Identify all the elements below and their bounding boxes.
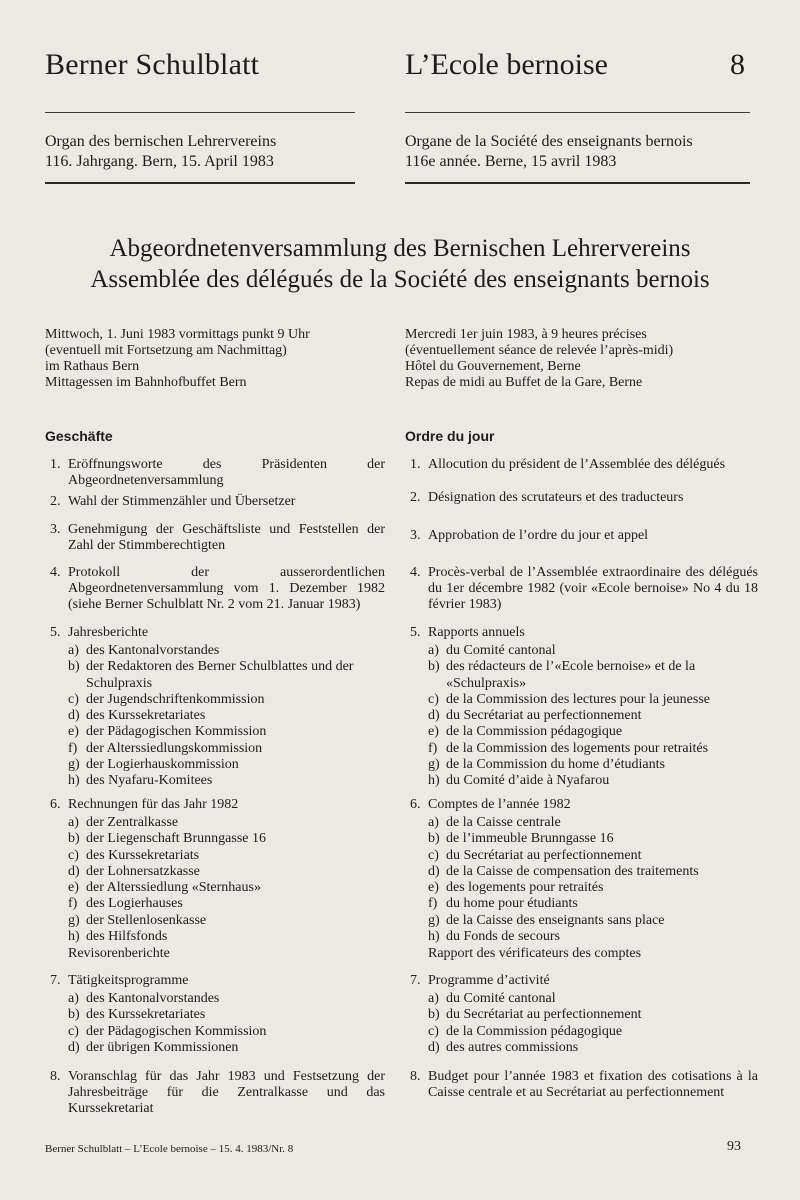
list-item: f) der Alterssiedlungskommission [68, 740, 263, 756]
meeting-fr-line: Repas de midi au Buffet de la Gare, Berne [405, 375, 643, 390]
meeting-fr-line: Mercredi 1er juin 1983, à 9 heures précises [405, 327, 647, 342]
sub-list-de-7 [68, 991, 388, 1056]
list-item: c) der Pädagogischen Kommission [68, 1023, 267, 1039]
item-text: Eröffnungsworte des Präsidenten der Abgeordnetenversammlung [68, 457, 385, 488]
list-item: d) de la Caisse de compensation des traitements [428, 863, 699, 879]
item-number: 1. [410, 457, 421, 472]
agenda-title-de: Geschäfte [45, 428, 113, 444]
sub-list-de-6 [68, 815, 388, 945]
item-number: 4. [410, 565, 421, 580]
item-text: Budget pour l’année 1983 et fixation des cotisations à la Caisse centrale et au Secrétariat au perfectionnement [428, 1069, 758, 1100]
list-item: h) des Nyafaru-Komitees [68, 773, 213, 789]
heading-fr: Assemblée des délégués de la Société des enseignants bernois [90, 266, 710, 293]
agenda-item-de-6-after [68, 946, 388, 962]
item-text: Voranschlag für das Jahr 1983 und Festsetzung der Jahresbeiträge für die Zentralkasse und das Kurssekretariat [68, 1069, 385, 1116]
list-item: a) de la Caisse centrale [428, 815, 561, 830]
agenda-title-fr: Ordre du jour [405, 428, 495, 444]
sub-list-fr-6 [428, 815, 758, 945]
meeting-fr-line: (éventuellement séance de relevée l’après-midi) [405, 343, 674, 358]
item-text: Procès-verbal de l’Assemblée extraordinaire des délégués du 1er décembre 1982 (voir «Ecole bernoise» No 4 du 18 février 1983) [428, 565, 758, 612]
sub-list-fr-5 [428, 643, 758, 790]
item-number: 7. [50, 973, 61, 988]
list-item: g) der Logierhauskommission [68, 757, 239, 773]
item-text: Programme d’activité [428, 973, 550, 988]
list-item: c) de la Commission des lectures pour la jeunesse [428, 691, 710, 707]
agenda-item-fr-6-after [428, 946, 758, 962]
masthead-title-de: Berner Schulblatt [45, 48, 260, 81]
item-text: Rechnungen für das Jahr 1982 [68, 797, 239, 812]
meeting-de-line: im Rathaus Bern [45, 359, 140, 374]
list-item: c) der Jugendschriftenkommission [68, 691, 265, 707]
header-rule-right [405, 182, 750, 184]
item-text: Rapports annuels [428, 625, 525, 640]
issue-number: 8 [730, 48, 745, 81]
meeting-de-line: Mittagessen im Bahnhofbuffet Bern [45, 375, 247, 390]
masthead-title-fr: L’Ecole bernoise [405, 48, 608, 81]
item-number: 1. [50, 457, 61, 472]
meeting-de-line: Mittwoch, 1. Juni 1983 vormittags punkt 9 Uhr [45, 327, 310, 342]
subtitle-fr-line2: 116e année. Berne, 15 avril 1983 [405, 153, 617, 170]
list-item: h) des Hilfsfonds [68, 929, 168, 945]
list-item: d) der Lohnersatzkasse [68, 863, 200, 879]
list-item: c) du Secrétariat au perfectionnement [428, 847, 642, 863]
subtitle-fr [405, 132, 693, 172]
list-item: f) des Logierhauses [68, 896, 183, 912]
item-number: 2. [410, 490, 421, 505]
item-text: Allocution du président de l’Assemblée des délégués [428, 457, 726, 472]
item-number: 4. [50, 565, 61, 580]
subtitle-de-line1: Organ des bernischen Lehrervereins [45, 133, 277, 150]
list-item: h) du Comité d’aide à Nyafarou [428, 773, 610, 789]
list-item: g) de la Commission du home d’étudiants [428, 757, 665, 773]
footer-citation: Berner Schulblatt – L’Ecole bernoise – 15. 4. 1983/Nr. 8 [45, 1143, 294, 1155]
meeting-info-de [45, 327, 310, 391]
item-text: Désignation des scrutateurs et des traducteurs [428, 490, 684, 505]
list-item: a) du Comité cantonal [428, 991, 556, 1006]
item-text: Wahl der Stimmenzähler und Übersetzer [68, 494, 296, 509]
list-item: b) der Redaktoren des Berner Schulblattes und der Schulpraxis [68, 659, 354, 691]
page-number: 93 [727, 1139, 741, 1154]
item-text: Approbation de l’ordre du jour et appel [428, 528, 649, 543]
meeting-fr-line: Hôtel du Gouvernement, Berne [405, 359, 581, 374]
list-item: a) des Kantonalvorstandes [68, 643, 220, 658]
item-text: Rapport des vérificateurs des comptes [428, 946, 642, 961]
list-item: e) der Pädagogischen Kommission [68, 724, 267, 740]
list-item: f) de la Commission des logements pour retraités [428, 740, 709, 756]
heading-de: Abgeordnetenversammlung des Bernischen Lehrervereins [109, 235, 691, 262]
list-item: g) de la Caisse des enseignants sans place [428, 912, 665, 928]
list-item: e) der Alterssiedlung «Sternhaus» [68, 880, 261, 896]
masthead-rule-left [45, 112, 355, 113]
item-number: 7. [410, 973, 421, 988]
item-number: 5. [50, 625, 61, 640]
meeting-info-fr [405, 327, 673, 391]
list-item: d) des Kurssekretariates [68, 708, 206, 724]
item-number: 6. [410, 797, 421, 812]
list-item: d) du Secrétariat au perfectionnement [428, 708, 642, 724]
list-item: a) der Zentralkasse [68, 815, 179, 830]
list-item: b) der Liegenschaft Brunngasse 16 [68, 831, 266, 847]
item-text: Genehmigung der Geschäftsliste und Feststellen der Zahl der Stimmberechtigten [68, 522, 385, 553]
sub-list-de-5 [68, 643, 388, 790]
sub-list-fr-7 [428, 991, 758, 1056]
header-rule-left [45, 182, 355, 184]
list-item: g) der Stellenlosenkasse [68, 912, 207, 928]
list-item: b) des rédacteurs de l’«Ecole bernoise» et de la «Schulpraxis» [428, 659, 696, 691]
list-item: d) der übrigen Kommissionen [68, 1039, 239, 1055]
masthead-rule-right [405, 112, 750, 113]
subtitle-de-line2: 116. Jahrgang. Bern, 15. April 1983 [45, 153, 274, 170]
item-text: Jahresberichte [68, 625, 149, 640]
list-item: e) de la Commission pédagogique [428, 724, 623, 740]
list-item: f) du home pour étudiants [428, 896, 578, 912]
item-text: Revisorenberichte [68, 946, 170, 961]
item-number: 3. [50, 522, 61, 537]
item-text: Comptes de l’année 1982 [428, 797, 571, 812]
item-text: Protokoll der ausserordentlichen Abgeordnetenversammlung vom 1. Dezember 1982 (siehe Berner Schulblatt Nr. 2 vom 21. Januar 1983) [68, 565, 385, 612]
list-item: c) des Kurssekretariats [68, 847, 200, 863]
list-item: a) des Kantonalvorstandes [68, 991, 220, 1006]
list-item: b) du Secrétariat au perfectionnement [428, 1007, 642, 1023]
item-number: 8. [410, 1069, 421, 1084]
subtitle-de [45, 132, 276, 172]
item-number: 3. [410, 528, 421, 543]
list-item: b) de l’immeuble Brunngasse 16 [428, 831, 614, 847]
meeting-de-line: (eventuell mit Fortsetzung am Nachmittag) [45, 343, 287, 358]
item-number: 2. [50, 494, 61, 509]
subtitle-fr-line1: Organe de la Société des enseignants bernois [405, 133, 693, 150]
list-item: a) du Comité cantonal [428, 643, 556, 658]
item-number: 8. [50, 1069, 61, 1084]
list-item: b) des Kurssekretariates [68, 1007, 206, 1023]
list-item: e) des logements pour retraités [428, 880, 604, 896]
list-item: h) du Fonds de secours [428, 929, 560, 945]
item-number: 6. [50, 797, 61, 812]
list-item: d) des autres commissions [428, 1039, 579, 1055]
list-item: c) de la Commission pédagogique [428, 1023, 623, 1039]
item-text: Tätigkeitsprogramme [68, 973, 189, 988]
item-number: 5. [410, 625, 421, 640]
